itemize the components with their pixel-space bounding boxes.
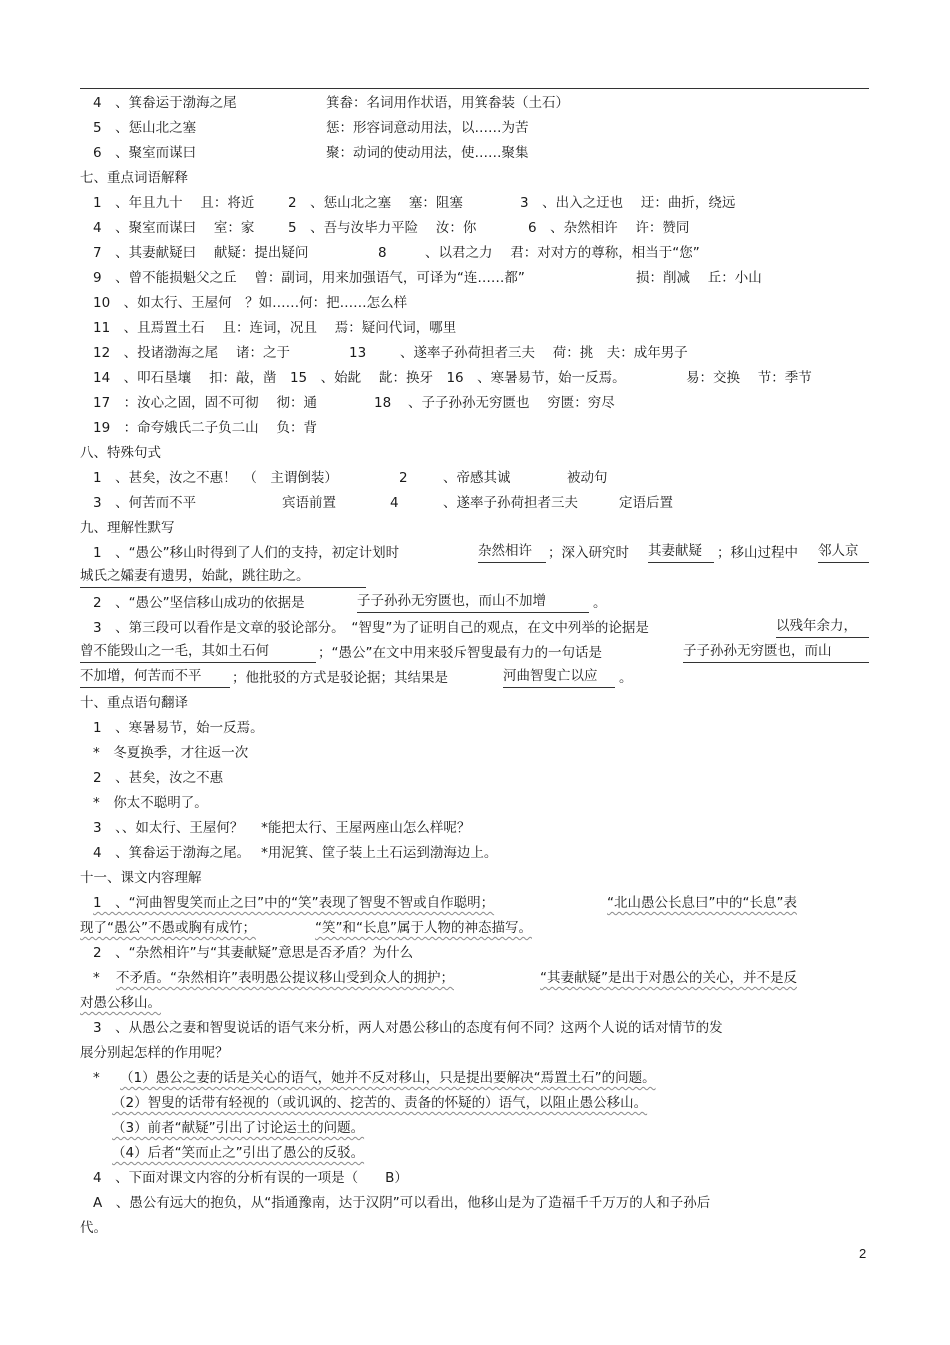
- text-segment: 九、理解性默写: [80, 520, 175, 536]
- text-segment: 、子子孙孙无穷匮也 穷匮：穷尽: [408, 395, 615, 411]
- text-segment: 12 、投诸渤海之尾 诸：之于: [93, 345, 290, 361]
- answer-blank: 其妻献疑: [648, 541, 714, 563]
- text-segment: 。: [593, 595, 607, 611]
- text-segment: 19 ：命夸娥氏二子负二山 负：背: [93, 420, 317, 436]
- text-segment: “北山愚公长息曰”中的“长息”表: [607, 895, 797, 911]
- text-segment: 3 、、如太行、王屋何？ *能把太行、王屋两座山怎么样呢？: [93, 820, 471, 836]
- answer-blank: 子子孙孙无穷匮也，而山不加增: [357, 591, 589, 613]
- text-segment: 十、重点语句翻译: [80, 695, 188, 711]
- text-segment: 代。: [80, 1220, 107, 1236]
- text-segment: 七、重点词语解释: [80, 170, 188, 186]
- text-segment: 3 、何苦而不平: [93, 495, 197, 511]
- text-segment: （4）后者“笑而止之”引出了愚公的反驳。: [112, 1145, 365, 1161]
- text-segment: （3）前者“献疑”引出了讨论运土的问题。: [112, 1120, 365, 1136]
- text-segment: 易：交换 节：季节: [686, 370, 812, 386]
- text-segment: 展分别起怎样的作用呢？: [80, 1045, 229, 1061]
- answer-blank: 邻人京: [818, 541, 869, 563]
- text-segment: 箕畚：名词用作状语，用箕畚装（土石）: [326, 95, 569, 111]
- text-segment: 2: [399, 470, 408, 486]
- answer-blank: 杂然相许: [478, 541, 546, 563]
- text-segment: 3 、从愚公之妻和智叟说话的语气来分析，两人对愚公移山的态度有何不同？这两个人说的话对情节的发: [93, 1020, 723, 1036]
- text-segment: 8: [378, 245, 387, 261]
- text-segment: 、遂率子孙荷担者三夫: [443, 495, 578, 511]
- text-segment: 14 、叩石垦壤 扣：敲，凿 15 、始龀 龀：换牙 16 、寒暑易节，始一反焉。: [93, 370, 626, 386]
- text-segment: 4 、下面对课文内容的分析有误的一项是（ B）: [93, 1170, 408, 1186]
- text-segment: ；他批驳的方式是驳论据；其结果是: [232, 670, 448, 686]
- text-segment: 6 、聚室而谋曰: [93, 145, 197, 161]
- text-segment: 1 、甚矣，汝之不惠！ （ 主谓倒装）: [93, 470, 338, 486]
- answer-blank: 城氏之孀妻有遗男，始龀，跳往助之。: [80, 566, 366, 588]
- answer-blank: 不加增，何苦而不平: [80, 666, 230, 688]
- text-segment: 6 、杂然相许 许：赞同: [528, 220, 690, 236]
- text-segment: “其妻献疑”是出于对愚公的关心，并不是反: [540, 970, 797, 986]
- text-segment: 4 、聚室而谋曰 室：家: [93, 220, 255, 236]
- text-segment: 10 、如太行、王屋何 ？如……何：把……怎么样: [93, 295, 408, 311]
- text-segment: 聚：动词的使动用法，使……聚集: [326, 145, 529, 161]
- text-segment: （2）智叟的话带有轻视的（或讥讽的、挖苦的、责备的怀疑的）语气，以阻止愚公移山。: [112, 1095, 648, 1111]
- text-segment: 4: [390, 495, 399, 511]
- text-segment: 1 、“河曲智叟笑而止之曰”中的“笑”表现了智叟不智或自作聪明；: [93, 895, 495, 911]
- text-segment: 2 、“杂然相许”与“其妻献疑”意思是否矛盾？为什么: [93, 945, 414, 961]
- text-segment: 十一、课文内容理解: [80, 870, 202, 886]
- text-segment: 2 、甚矣，汝之不惠: [93, 770, 224, 786]
- text-segment: 。: [619, 670, 633, 686]
- text-segment: *: [93, 1070, 100, 1086]
- text-segment: 宾语前置: [282, 495, 336, 511]
- text-segment: 3 、第三段可以看作是文章的驳论部分。 “智叟”为了证明自己的观点，在文中列举的论据是: [93, 620, 649, 636]
- text-segment: 7 、其妻献疑曰 献疑：提出疑问: [93, 245, 309, 261]
- answer-blank: 子子孙孙无穷匮也，而山: [683, 641, 869, 663]
- text-segment: 5 、吾与汝毕力平险 汝：你: [288, 220, 477, 236]
- text-segment: 损：削减 丘：小山: [636, 270, 762, 286]
- text-segment: 八、特殊句式: [80, 445, 161, 461]
- text-segment: ；深入研究时: [548, 545, 629, 561]
- text-segment: 2 、惩山北之塞 塞：阻塞: [288, 195, 463, 211]
- text-segment: 5 、惩山北之塞: [93, 120, 197, 136]
- text-segment: A 、愚公有远大的抱负，从“指通豫南，达于汉阴”可以看出，他移山是为了造福千千万万的人和子孙后: [93, 1195, 711, 1211]
- text-segment: （1）愚公之妻的话是关心的语气，她并不反对移山，只是提出要解决“焉置土石”的问题。: [120, 1070, 656, 1086]
- text-segment: 被动句: [567, 470, 608, 486]
- text-segment: 惩：形容词意动用法，以……为苦: [326, 120, 529, 136]
- text-segment: ；“愚公”在文中用来驳斥智叟最有力的一句话是: [318, 645, 602, 661]
- text-segment: 3 、出入之迂也 迂：曲折，绕远: [520, 195, 736, 211]
- text-segment: * 冬夏换季，才往返一次: [93, 745, 249, 761]
- header-rule: [80, 88, 869, 89]
- answer-blank: 曾不能毁山之一毛，其如土石何: [80, 641, 316, 663]
- text-segment: 18: [374, 395, 392, 411]
- text-segment: 现了“愚公”不愚或胸有成竹；: [80, 920, 256, 936]
- page-number: 2: [859, 1246, 867, 1261]
- text-segment: 11 、且焉置土石 且：连词，况且 焉：疑问代词，哪里: [93, 320, 457, 336]
- text-segment: 1 、“愚公”移山时得到了人们的支持，初定计划时: [93, 545, 400, 561]
- answer-blank: 河曲智叟亡以应: [503, 666, 615, 688]
- text-segment: * 你太不聪明了。: [93, 795, 208, 811]
- text-segment: 定语后置: [619, 495, 673, 511]
- text-segment: 17 ：汝心之固，固不可彻 彻：通: [93, 395, 317, 411]
- text-segment: 对愚公移山。: [80, 995, 161, 1011]
- text-segment: 、以君之力 君：对对方的尊称，相当于“您”: [425, 245, 700, 261]
- text-segment: “笑”和“长息”属于人物的神态描写。: [315, 920, 532, 936]
- text-segment: ；移山过程中: [717, 545, 798, 561]
- text-segment: 不矛盾。“杂然相许”表明愚公提议移山受到众人的拥护；: [116, 970, 454, 986]
- text-segment: 、帝感其诚: [443, 470, 511, 486]
- text-segment: 9 、曾不能损魁父之丘 曾：副词，用来加强语气，可译为“连……都”: [93, 270, 525, 286]
- text-segment: 1 、年且九十 且：将近: [93, 195, 255, 211]
- text-segment: 13: [349, 345, 367, 361]
- text-segment: 4 、箕畚运于渤海之尾: [93, 95, 237, 111]
- text-segment: 、遂率子孙荷担者三夫 荷：挑 夫：成年男子: [400, 345, 688, 361]
- text-segment: 4 、箕畚运于渤海之尾。 *用泥箕、筐子装上土石运到渤海边上。: [93, 845, 498, 861]
- text-segment: *: [93, 970, 114, 986]
- text-segment: 2 、“愚公”坚信移山成功的依据是: [93, 595, 305, 611]
- answer-blank: 以残年余力，: [776, 616, 869, 638]
- text-segment: 1 、寒暑易节，始一反焉。: [93, 720, 264, 736]
